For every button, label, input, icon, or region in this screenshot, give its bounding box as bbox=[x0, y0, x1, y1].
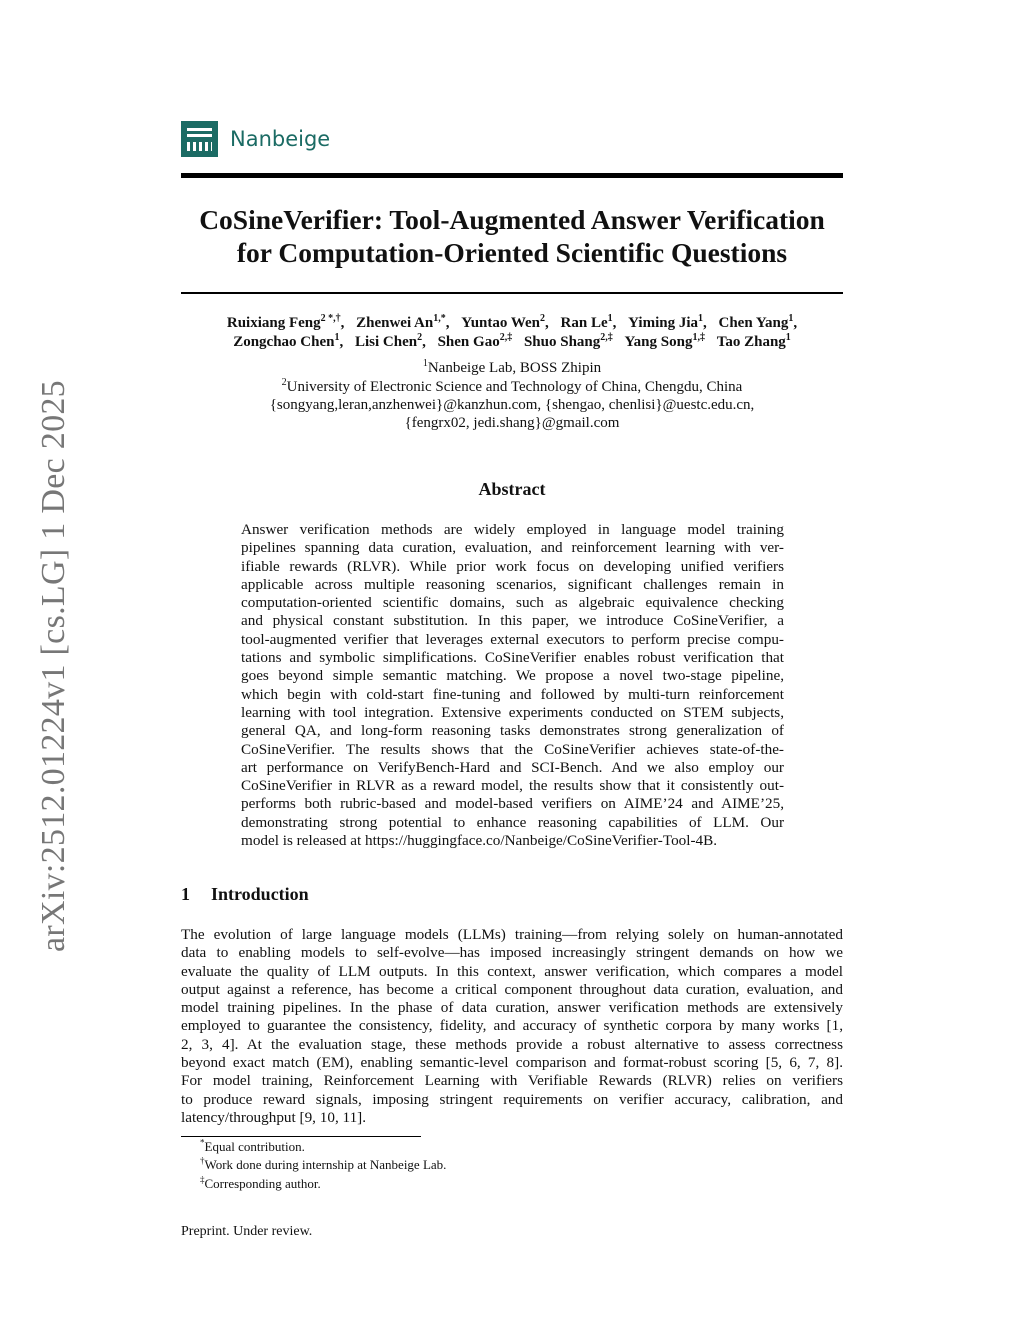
author: Yuntao Wen$^2$, bbox=[461, 313, 549, 331]
author: Ran Le$^1$, bbox=[560, 313, 617, 331]
logo-text: Nanbeige bbox=[230, 127, 331, 151]
abstract-line: goes beyond simple semantic matching. We propose a novel two-stage pipeline, bbox=[241, 667, 784, 685]
abstract-line: computation-oriented scientific domains, such as algebraic equivalence checking bbox=[241, 594, 784, 612]
footnote-rule bbox=[181, 1136, 421, 1137]
abstract-line: performs both rubric-based and model-based verifiers on AIME’24 and AIME’25, bbox=[241, 795, 784, 813]
intro-line: to produce reward signals, imposing stringent requirements on verifier accuracy, calibration, and bbox=[181, 1090, 843, 1108]
intro-line: employed to guarantee the consistency, fidelity, and accuracy of synthetic corpora by many works [1, bbox=[181, 1017, 843, 1035]
authors-line1 bbox=[150, 314, 874, 333]
footnote-equal-contribution: *Equal contribution. bbox=[200, 1137, 305, 1154]
abstract-line: tool-augmented verifier that leverages external executors to perform precise compu- bbox=[241, 630, 784, 648]
section-heading-introduction bbox=[181, 884, 309, 905]
intro-line: beyond exact match (EM), enabling semantic-level comparison and format-robust scoring [5, 6, 7, 8]. bbox=[181, 1054, 843, 1072]
author: Shuo Shang$^{2,\ddagger}$ bbox=[523, 332, 613, 350]
abstract-line: demonstrating strong potential to enhance reasoning capabilities of LLM. Our bbox=[241, 813, 784, 831]
intro-line: data to enabling models to self-evolve—has imposed increasingly stringent demands on how we bbox=[181, 944, 843, 962]
author: Chen Yang$^1$, bbox=[718, 313, 798, 331]
affiliation-2: $^2$University of Electronic Science and Technology of China, Chengdu, China bbox=[281, 377, 743, 395]
section-number: 1 bbox=[181, 884, 190, 904]
footnote-internship: †Work done during internship at Nanbeige Lab. bbox=[200, 1155, 447, 1172]
abstract-line: pipelines spanning data curation, evaluation, and reinforcement learning with ver- bbox=[241, 539, 784, 557]
intro-line: latency/throughput [9, 10, 11]. bbox=[181, 1108, 367, 1126]
intro-line: output against a reference, has become a critical component throughout data curation, evaluation, and bbox=[181, 980, 843, 998]
intro-line: evaluate the quality of LLM outputs. In this context, answer verification, which compares a model bbox=[181, 962, 843, 980]
paper-title-line2: for Computation-Oriented Scientific Questions bbox=[236, 237, 788, 268]
abstract-line: general QA, and long-form reasoning tasks demonstrates strong generalization of bbox=[241, 722, 784, 740]
intro-line: The evolution of large language models (LLMs) training—from relying solely on human-annotated bbox=[181, 926, 843, 943]
intro-line: For model training, Reinforcement Learning with Verifiable Rewards (RLVR) relies on verifiers bbox=[181, 1072, 843, 1090]
title-top-rule bbox=[181, 173, 843, 178]
author: Zongchao Chen$^1$, bbox=[233, 332, 344, 350]
title-bottom-rule bbox=[181, 292, 843, 294]
author: Lisi Chen$^2$, bbox=[354, 332, 426, 350]
abstract-line: tations and symbolic simplifications. CoSineVerifier enables robust verification that bbox=[241, 649, 784, 667]
author: Yang Song$^{1,\ddagger}$ bbox=[624, 332, 705, 350]
intro-line: 2, 3, 4]. At the evaluation stage, these methods provide a robust alternative to assess correctness bbox=[181, 1035, 843, 1053]
authors-line2 bbox=[150, 333, 874, 352]
section-title: Introduction bbox=[211, 884, 309, 904]
abstract-line: learning with tool integration. Extensive experiments conducted on STEM subjects, bbox=[241, 703, 784, 721]
abstract-line: applicable across multiple reasoning scenarios, significant challenges remain in bbox=[241, 575, 784, 593]
abstract-heading: Abstract bbox=[478, 479, 546, 499]
nanbeige-logo-icon bbox=[181, 121, 218, 157]
arxiv-identifier: arXiv:2512.01224v1 [cs.LG] 1 Dec 2025 bbox=[35, 380, 72, 952]
preprint-footer: Preprint. Under review. bbox=[181, 1224, 313, 1239]
emails-line1: {songyang,leran,anzhenwei}@kanzhun.com, {shengao, chenlisi}@uestc.edu.cn, bbox=[269, 397, 755, 413]
affiliation-1: $^1$Nanbeige Lab, BOSS Zhipin bbox=[422, 358, 602, 376]
author: Ruixiang Feng$^{2 *,\dagger}$, bbox=[226, 313, 345, 331]
author: Zhenwei $An^{1,*}$, bbox=[356, 313, 450, 331]
emails-line2: {fengrx02, jedi.shang}@gmail.com bbox=[404, 415, 620, 431]
abstract-line: art performance on VerifyBench-Hard and SCI-Bench. And we also employ our bbox=[241, 758, 784, 776]
abstract-line: ifiable rewards (RLVR). While prior work focus on developing unified verifiers bbox=[241, 557, 784, 575]
author: Shen Gao$^{2,\ddagger}$ bbox=[437, 332, 513, 350]
abstract-line: CoSineVerifier. The results shows that the CoSineVerifier achieves state-of-the- bbox=[241, 740, 784, 758]
author: Tao Zhang$^1$ bbox=[716, 332, 791, 350]
abstract-line: model is released at https://huggingface.co/Nanbeige/CoSineVerifier-Tool-4B. bbox=[241, 832, 718, 850]
introduction-body bbox=[181, 926, 843, 1127]
abstract-line: Answer verification methods are widely employed in language model training bbox=[241, 521, 784, 538]
abstract-line: which begin with cold-start fine-tuning and followed by multi-turn reinforcement bbox=[241, 685, 784, 703]
author: Yiming Jia$^1$, bbox=[628, 313, 707, 331]
intro-line: model training pipelines. In the phase of data curation, answer verification methods are extensively bbox=[181, 999, 843, 1017]
abstract-body bbox=[241, 521, 784, 850]
paper-title-line1: CoSineVerifier: Tool-Augmented Answer Verification bbox=[199, 204, 825, 235]
nanbeige-logo bbox=[181, 121, 330, 157]
abstract-line: CoSineVerifier in RLVR as a reward model, the results show that it consistently out- bbox=[241, 777, 784, 795]
abstract-line: and physical constant substitution. In this paper, we introduce CoSineVerifier, a bbox=[241, 612, 784, 630]
footnote-corresponding: ‡Corresponding author. bbox=[200, 1174, 321, 1191]
